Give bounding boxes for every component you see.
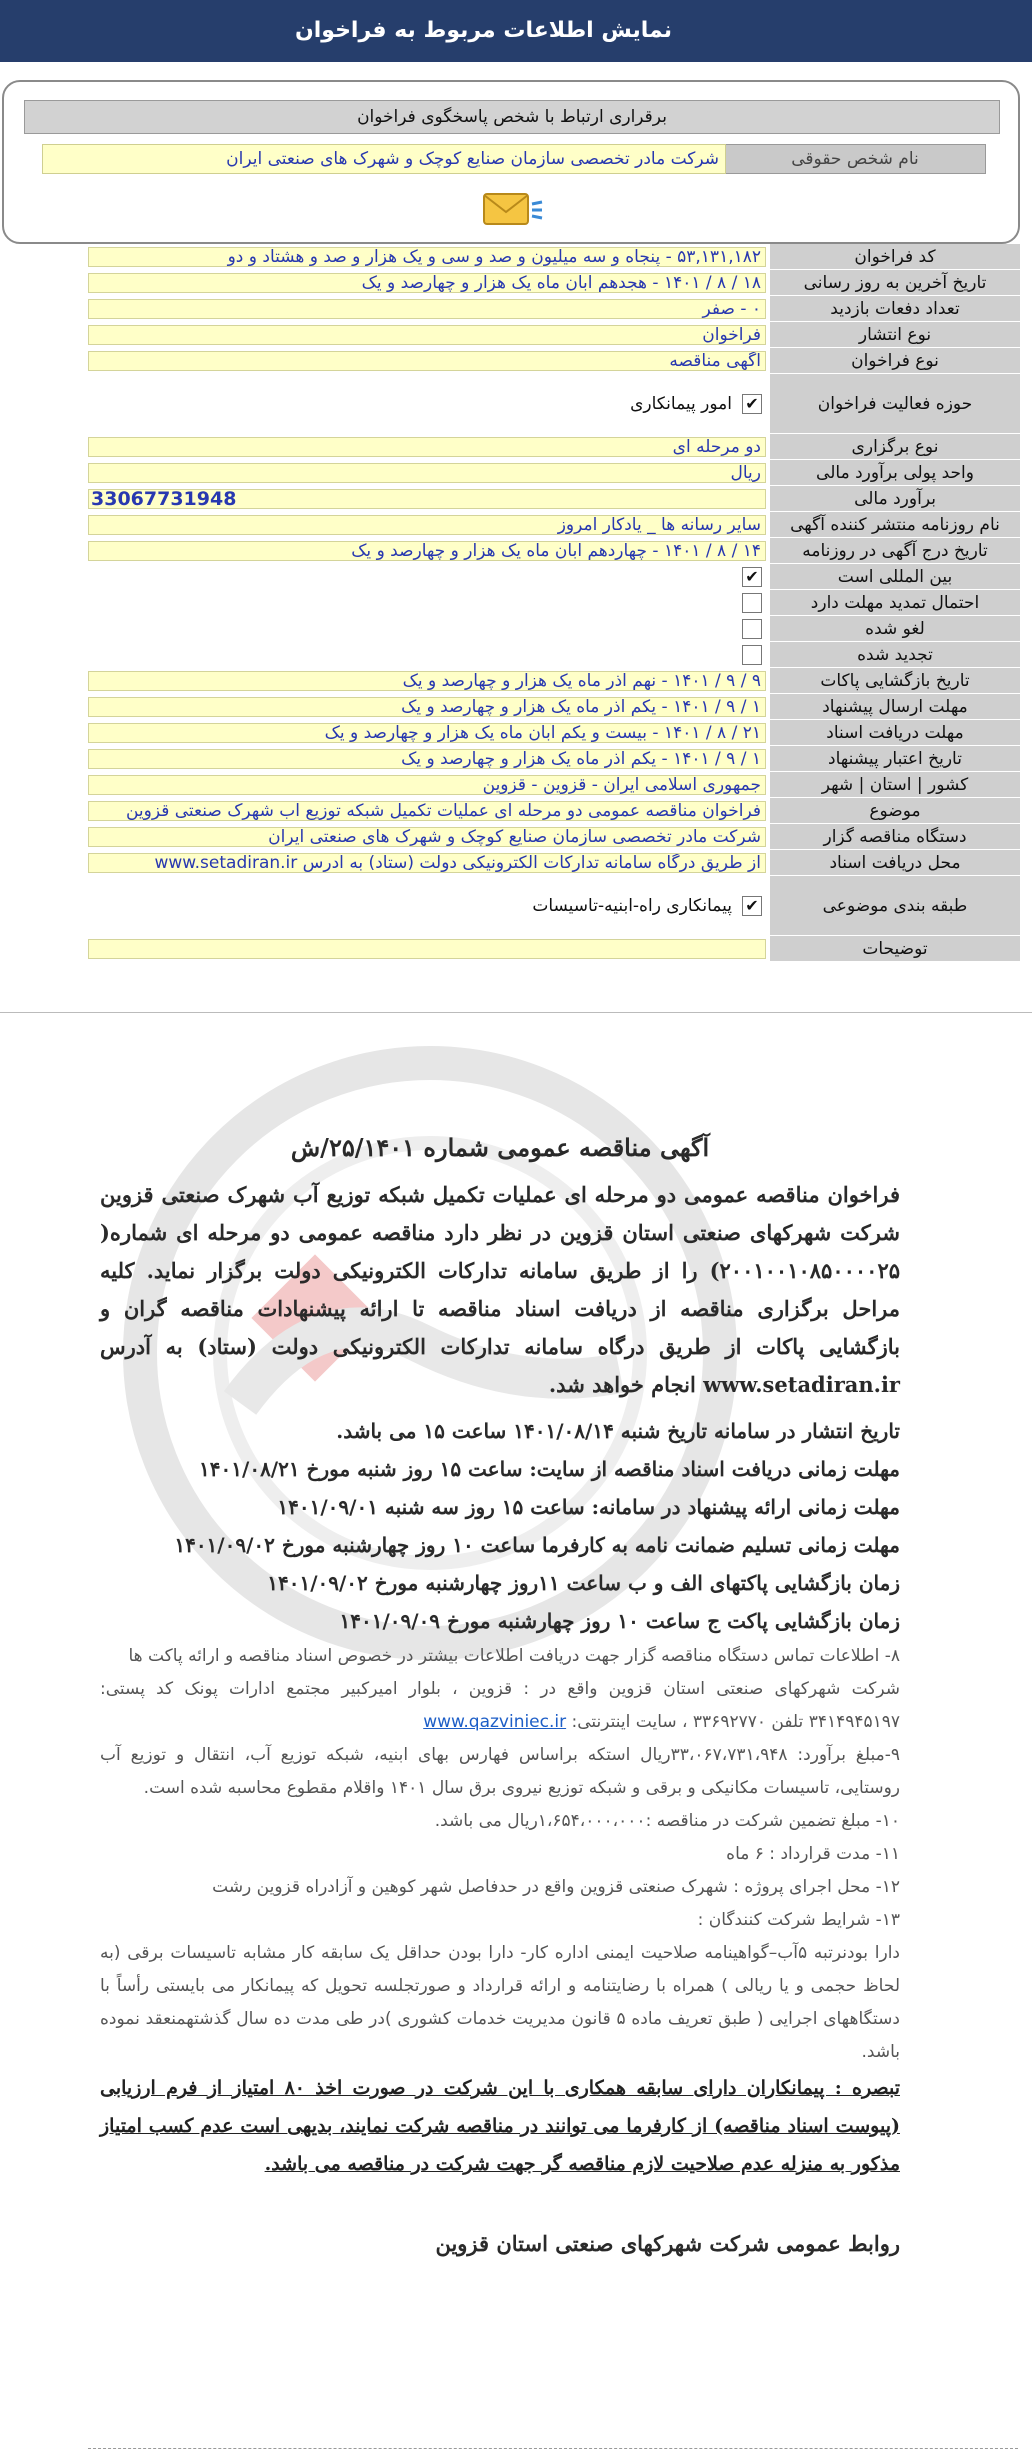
field-label: تاریخ آخرین به روز رسانی (770, 270, 1020, 296)
field-label: برآورد مالی (770, 486, 1020, 512)
field-label: احتمال تمدید مهلت دارد (770, 590, 1020, 616)
field-value: دو مرحله ای (88, 437, 766, 457)
checkbox-unchecked[interactable] (742, 645, 762, 665)
checkbox-field (88, 616, 766, 642)
field-row-cancelled (0, 616, 1022, 642)
field-row-visit-count (0, 296, 1022, 322)
field-label: مهلت ارسال پیشنهاد (770, 694, 1020, 720)
field-row-location (0, 772, 1022, 798)
field-row-category (0, 876, 1022, 936)
field-label: دستگاه مناقصه گزار (770, 824, 1020, 850)
field-row-currency (0, 460, 1022, 486)
field-label: تعداد دفعات بازدید (770, 296, 1020, 322)
field-value: ۲۱ / ۸ / ۱۴۰۱ - بیست و یکم آبان ماه یک هزار و چهارصد و یک (88, 723, 766, 743)
location-item: ۱۲- محل اجرای پروژه : شهرک صنعتی قزوین واقع در حدفاصل شهر کوهین و آزادراه قزوین رشت (212, 1877, 900, 1897)
contact-info-item: ۸- اطلاعات تماس دستگاه مناقصه گزار جهت دریافت اطلاعات بیشتر در خصوص اسناد مناقصه و ارائه پاکت ها (128, 1646, 900, 1666)
checkbox-field (88, 876, 766, 936)
field-value: ریال (88, 463, 766, 483)
field-value: ۱ / ۹ / ۱۴۰۱ - یکم آذر ماه یک هزار و چهارصد و یک (88, 749, 766, 769)
field-row-extension (0, 590, 1022, 616)
legal-person-value: شرکت مادر تخصصی سازمان صنایع کوچک و شهرک های صنعتی ایران (42, 144, 726, 174)
field-row-holding-type (0, 434, 1022, 460)
website-link[interactable]: www.qazviniec.ir (423, 1712, 567, 1732)
field-label: نام روزنامه منتشر کننده آگهی (770, 512, 1020, 538)
field-label: کد فراخوان (770, 244, 1020, 270)
page-header: نمایش اطلاعات مربوط به فراخوان (0, 0, 1032, 62)
field-value: آگهی مناقصه (88, 351, 766, 371)
field-row-opening-date (0, 668, 1022, 694)
divider (88, 2448, 1018, 2449)
date-line: مهلت زمانی دریافت اسناد مناقصه از سایت: ساعت ۱۵ روز شنبه مورخ ۱۴۰۱/۰۸/۲۱ (199, 1457, 900, 1481)
date-line: مهلت زمانی ارائه پیشنهاد در سامانه: ساعت ۱۵ روز سه شنبه ۱۴۰۱/۰۹/۰۱ (277, 1495, 900, 1519)
address-line: شرکت شهرکهای صنعتی استان قزوین واقع در : قزوین ، بلوار امیرکبیر مجتمع ادارات پونک کد پستی: ۳۴۱۴۹۴۵۱۹۷ تلفن ۳۳۶۹۲۷۷۰ ، سایت اینترنتی: (100, 1679, 900, 1732)
field-row-organizer (0, 824, 1022, 850)
field-row-subject (0, 798, 1022, 824)
field-row-renewed (0, 642, 1022, 668)
field-row-estimate (0, 486, 1022, 512)
tender-announcement-document (0, 1012, 1032, 2456)
field-value: شرکت مادر تخصصی سازمان صنایع کوچک و شهرک های صنعتی ایران (88, 827, 766, 847)
field-value: ۱۴ / ۸ / ۱۴۰۱ - چهاردهم آبان ماه یک هزار و چهارصد و یک (88, 541, 766, 561)
checkbox-checked[interactable]: ✔ (742, 896, 762, 916)
field-label: تاریخ اعتبار پیشنهاد (770, 746, 1020, 772)
field-row-publish-type (0, 322, 1022, 348)
legal-person-label: نام شخص حقوقی (724, 144, 986, 174)
checkbox-checked[interactable]: ✔ (742, 394, 762, 414)
conditions-body: دارا بودنرتبه ۵آب–گواهینامه صلاحیت ایمنی اداره کار- دارا بودن حداقل یک سابقه کار مشابه تاسیسات برقی (به لحاظ حجمی و یا ریالی ) همراه با رضایتنامه و ارائه قرارداد و صورتجلسه تحویل که پیمانکار می بایستی رأساً با دستگاههای اجرایی ( طبق تعریف ماده ۵ قانون مدیریت خدمات کشوری )در طی مدت ده سال گذشتهمنعقد نموده باشد. (100, 1943, 900, 2062)
field-label: بین المللی است (770, 564, 1020, 590)
checkbox-label: امور پیمانکاری (630, 394, 732, 414)
field-row-doc-deadline (0, 720, 1022, 746)
date-line: زمان بازگشایی پاکت ج ساعت ۱۰ روز چهارشنبه مورخ ۱۴۰۱/۰۹/۰۹ (339, 1609, 900, 1633)
field-row-description (0, 936, 1022, 962)
contact-panel (2, 80, 1020, 244)
field-value (88, 939, 766, 959)
field-row-newspaper (0, 512, 1022, 538)
document-title: آگهی مناقصه عمومی شماره ۲۵/۱۴۰۱/ش (290, 1133, 710, 1162)
field-label: نوع برگزاری (770, 434, 1020, 460)
note-paragraph: تبصره : پیمانکاران دارای سابقه همکاری با این شرکت در صورت اخذ ۸۰ امتیاز از فرم ارزیابی (پیوست اسناد مناقصه) از کارفرما می توانند در مناقصه شرکت نمایند، بدیهی است عدم کسب امتیاز مذکور به منزله عدم صلاحیت لازم مناقصه گر جهت شرکت در مناقصه می باشد. (100, 2077, 900, 2175)
checkbox-checked[interactable]: ✔ (742, 567, 762, 587)
field-value: فراخوان مناقصه عمومی دو مرحله ای عملیات تکمیل شبکه توزیع آب شهرک صنعتی قزوین (88, 801, 766, 821)
document-intro: فراخوان مناقصه عمومی دو مرحله ای عملیات تکمیل شبکه توزیع آب شهرک صنعتی قزوین شرکت شهرکهای صنعتی استان قزوین در نظر دارد مناقصه عمومی دو مرحله ای شماره( ۲۰۰۱۰۰۱۰۸۵۰۰۰۰۲۵) را از طریق سامانه تدارکات الکترونیکی دولت برگزار نماید. کلیه مراحل برگزاری مناقصه از دریافت اسناد مناقصه تا ارائه پیشنهادات مناقصه گران و بازگشایی پاکات از طریق درگاه سامانه تدارکات الکترونیکی دولت (ستاد) به آدرس www.setadiran.ir انجام خواهد شد. (100, 1182, 900, 1397)
checkbox-unchecked[interactable] (742, 593, 762, 613)
field-row-activity-area (0, 374, 1022, 434)
field-row-tender-type (0, 348, 1022, 374)
signature-line: روابط عمومی شرکت شهرکهای صنعتی استان قزوین (435, 2231, 900, 2256)
checkbox-field (88, 374, 766, 434)
field-label: لغو شده (770, 616, 1020, 642)
field-label: مهلت دریافت اسناد (770, 720, 1020, 746)
field-value: ۵۳,۱۳۱,۱۸۲ - پنجاه و سه میلیون و صد و سی و یک هزار و صد و هشتاد و دو (88, 247, 766, 267)
checkbox-field (88, 642, 766, 668)
duration-item: ۱۱- مدت قرارداد : ۶ ماه (726, 1844, 900, 1864)
field-value: 33067731948 (88, 489, 766, 509)
checkbox-field (88, 564, 766, 590)
field-value: ۱۸ / ۸ / ۱۴۰۱ - هجدهم آبان ماه یک هزار و چهارصد و یک (88, 273, 766, 293)
checkbox-label: پیمانکاری راه-ابنیه-تاسیسات (532, 896, 732, 916)
field-label: تاریخ درج آگهی در روزنامه (770, 538, 1020, 564)
field-label: توضیحات (770, 936, 1020, 962)
field-row-doc-place (0, 850, 1022, 876)
field-label: تجدید شده (770, 642, 1020, 668)
field-label: کشور | استان | شهر (770, 772, 1020, 798)
date-line: زمان بازگشایی پاکتهای الف و ب ساعت ۱۱روز چهارشنبه مورخ ۱۴۰۱/۰۹/۰۲ (267, 1571, 900, 1595)
address-text (100, 1673, 900, 1739)
field-row-last-update (0, 270, 1022, 296)
field-label: نوع فراخوان (770, 348, 1020, 374)
field-row-international (0, 564, 1022, 590)
field-label: نوع انتشار (770, 322, 1020, 348)
date-line: مهلت زمانی تسلیم ضمانت نامه به کارفرما ساعت ۱۰ روز چهارشنبه مورخ ۱۴۰۱/۰۹/۰۲ (174, 1533, 900, 1557)
field-row-code (0, 244, 1022, 270)
field-value: ۱ / ۹ / ۱۴۰۱ - یکم آذر ماه یک هزار و چهارصد و یک (88, 697, 766, 717)
field-value: ۰ - صفر (88, 299, 766, 319)
checkbox-field (88, 590, 766, 616)
field-row-submit-deadline (0, 694, 1022, 720)
contact-heading: برقراری ارتباط با شخص پاسخگوی فراخوان (24, 100, 1000, 134)
field-label: واحد پولی برآورد مالی (770, 460, 1020, 486)
conditions-heading: ۱۳- شرایط شرکت کنندگان : (697, 1910, 900, 1930)
field-value: از طریق درگاه سامانه تدارکات الکترونیکی دولت (ستاد) به آدرس www.setadiran.ir (88, 853, 766, 873)
envelope-icon[interactable] (482, 186, 544, 232)
field-row-validity-date (0, 746, 1022, 772)
field-label: محل دریافت اسناد (770, 850, 1020, 876)
guarantee-item: ۱۰- مبلغ تضمین شرکت در مناقصه :۱،۶۵۴،۰۰۰،۰۰۰ریال می باشد. (434, 1811, 900, 1831)
field-value: سایر رسانه ها _ یادکار امروز (88, 515, 766, 535)
field-value: ۹ / ۹ / ۱۴۰۱ - نهم آذر ماه یک هزار و چهارصد و یک (88, 671, 766, 691)
field-label: موضوع (770, 798, 1020, 824)
checkbox-unchecked[interactable] (742, 619, 762, 639)
estimate-item: ۹-مبلغ برآورد: ۳۳،۰۶۷،۷۳۱،۹۴۸ریال استکه براساس فهارس بهای ابنیه، شبکه توزیع آب، انتقال و توزیع آب روستایی، تاسیسات مکانیکی و برقی و شبکه توزیع نیروی برق سال ۱۴۰۱ واقلام مقطوع محاسبه شده است. (100, 1745, 900, 1798)
field-row-newspaper-date (0, 538, 1022, 564)
field-value: جمهوری اسلامی ایران - قزوین - قزوین (88, 775, 766, 795)
field-label: تاریخ بازگشایی پاکات (770, 668, 1020, 694)
field-value: فراخوان (88, 325, 766, 345)
date-line: تاریخ انتشار در سامانه تاریخ شنبه ۱۴۰۱/۰۸/۱۴ ساعت ۱۵ می باشد. (336, 1419, 900, 1443)
field-label: طبقه بندی موضوعی (770, 876, 1020, 936)
field-label: حوزه فعالیت فراخوان (770, 374, 1020, 434)
